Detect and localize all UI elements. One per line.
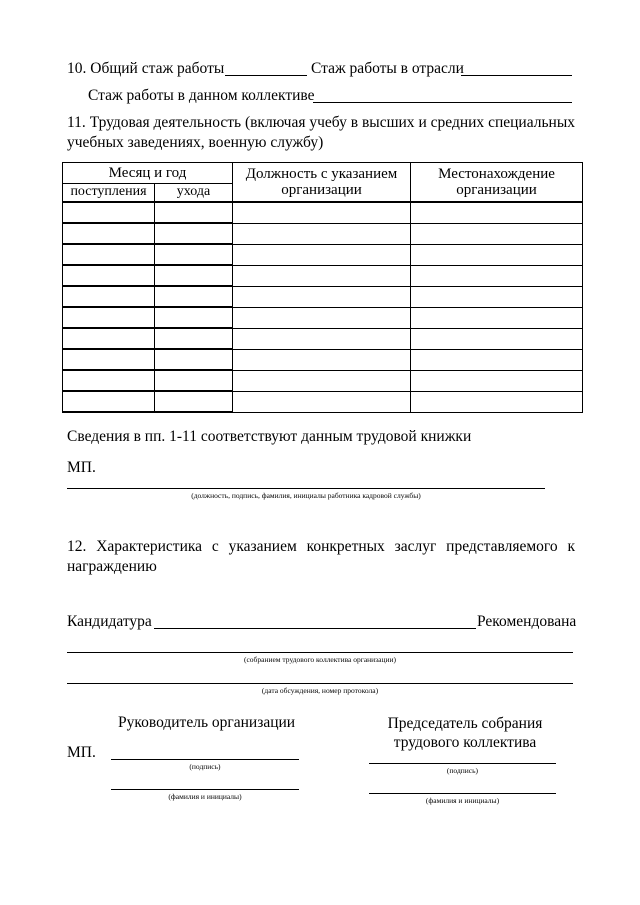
table-cell[interactable] — [63, 286, 155, 307]
collective-experience-field[interactable] — [313, 102, 572, 103]
table-cell[interactable] — [233, 223, 411, 244]
head-signature-field[interactable] — [111, 759, 299, 760]
meeting-caption: (собранием трудового коллектива организации) — [243, 655, 397, 664]
table-cell[interactable] — [63, 244, 155, 265]
meeting-field[interactable] — [67, 652, 573, 653]
table-cell[interactable] — [63, 223, 155, 244]
table-cell[interactable] — [411, 244, 583, 265]
table-cell[interactable] — [233, 244, 411, 265]
table-cell[interactable] — [411, 328, 583, 349]
protocol-caption: (дата обсуждения, номер протокола) — [261, 686, 379, 695]
table-cell[interactable] — [155, 265, 233, 286]
chair-signature-caption: (подпись) — [446, 766, 479, 775]
header-location: Местонахождение организации — [411, 163, 583, 203]
table-cell[interactable] — [63, 349, 155, 370]
hr-signature-line[interactable] — [67, 488, 545, 489]
header-leaving: ухода — [155, 184, 233, 203]
table-cell[interactable] — [233, 265, 411, 286]
chair-name-caption: (фамилия и инициалы) — [425, 796, 500, 805]
header-admission: поступления — [63, 184, 155, 203]
table-cell[interactable] — [233, 202, 411, 223]
seal-mark-bottom: МП. — [67, 744, 96, 761]
chair-name-field[interactable] — [369, 793, 556, 794]
head-signature-caption: (подпись) — [189, 762, 221, 771]
table-cell[interactable] — [411, 265, 583, 286]
table-cell[interactable] — [63, 265, 155, 286]
table-cell[interactable] — [411, 370, 583, 391]
table-cell[interactable] — [233, 370, 411, 391]
table-cell[interactable] — [155, 349, 233, 370]
total-experience-field[interactable] — [225, 75, 307, 76]
table-cell[interactable] — [63, 370, 155, 391]
industry-experience-field[interactable] — [461, 75, 572, 76]
table-cell[interactable] — [411, 202, 583, 223]
table-cell[interactable] — [411, 223, 583, 244]
table-cell[interactable] — [233, 349, 411, 370]
verification-statement: Сведения в пп. 1-11 соответствуют данным трудовой книжки — [67, 428, 472, 445]
hr-signature-caption: (должность, подпись, фамилия, инициалы работника кадровой службы) — [191, 491, 421, 500]
industry-experience-label: Стаж работы в отрасли — [311, 60, 464, 77]
table-cell[interactable] — [411, 286, 583, 307]
candidacy-label: Кандидатура — [67, 613, 152, 630]
table-cell[interactable] — [233, 307, 411, 328]
chair-title: Председатель собрания трудового коллектива — [387, 715, 543, 751]
table-cell[interactable] — [155, 286, 233, 307]
header-month-year: Месяц и год — [63, 163, 233, 184]
head-name-field[interactable] — [111, 789, 299, 790]
seal-mark: МП. — [67, 459, 96, 476]
table-cell[interactable] — [155, 223, 233, 244]
table-cell[interactable] — [63, 307, 155, 328]
collective-experience-label: Стаж работы в данном коллективе — [88, 87, 315, 104]
total-experience-label: 10. Общий стаж работы — [67, 60, 225, 77]
table-cell[interactable] — [63, 328, 155, 349]
table-cell[interactable] — [155, 307, 233, 328]
table-cell[interactable] — [411, 349, 583, 370]
table-cell[interactable] — [233, 328, 411, 349]
chair-signature-field[interactable] — [369, 763, 556, 764]
table-cell[interactable] — [411, 307, 583, 328]
characteristic-heading: 12. Характеристика с указанием конкретных заслуг представляемого к награждению — [67, 538, 575, 575]
protocol-field[interactable] — [67, 683, 573, 684]
table-cell[interactable] — [233, 391, 411, 412]
table-cell[interactable] — [155, 244, 233, 265]
table-cell[interactable] — [63, 391, 155, 412]
candidacy-field[interactable] — [154, 628, 476, 629]
table-cell[interactable] — [233, 286, 411, 307]
head-of-organization-title: Руководитель организации — [118, 714, 296, 731]
header-position: Должность с указанием организации — [233, 163, 411, 203]
table-cell[interactable] — [411, 391, 583, 412]
table-cell[interactable] — [155, 328, 233, 349]
table-cell[interactable] — [63, 202, 155, 223]
work-history-table — [62, 162, 583, 413]
recommended-label: Рекомендована — [477, 613, 577, 630]
head-name-caption: (фамилия и инициалы) — [168, 792, 242, 801]
table-cell[interactable] — [155, 370, 233, 391]
work-history-heading: 11. Трудовая деятельность (включая учебу в высших и средних специальных учебных заведениях, военную службу) — [67, 114, 575, 151]
table-cell[interactable] — [155, 202, 233, 223]
table-cell[interactable] — [155, 391, 233, 412]
